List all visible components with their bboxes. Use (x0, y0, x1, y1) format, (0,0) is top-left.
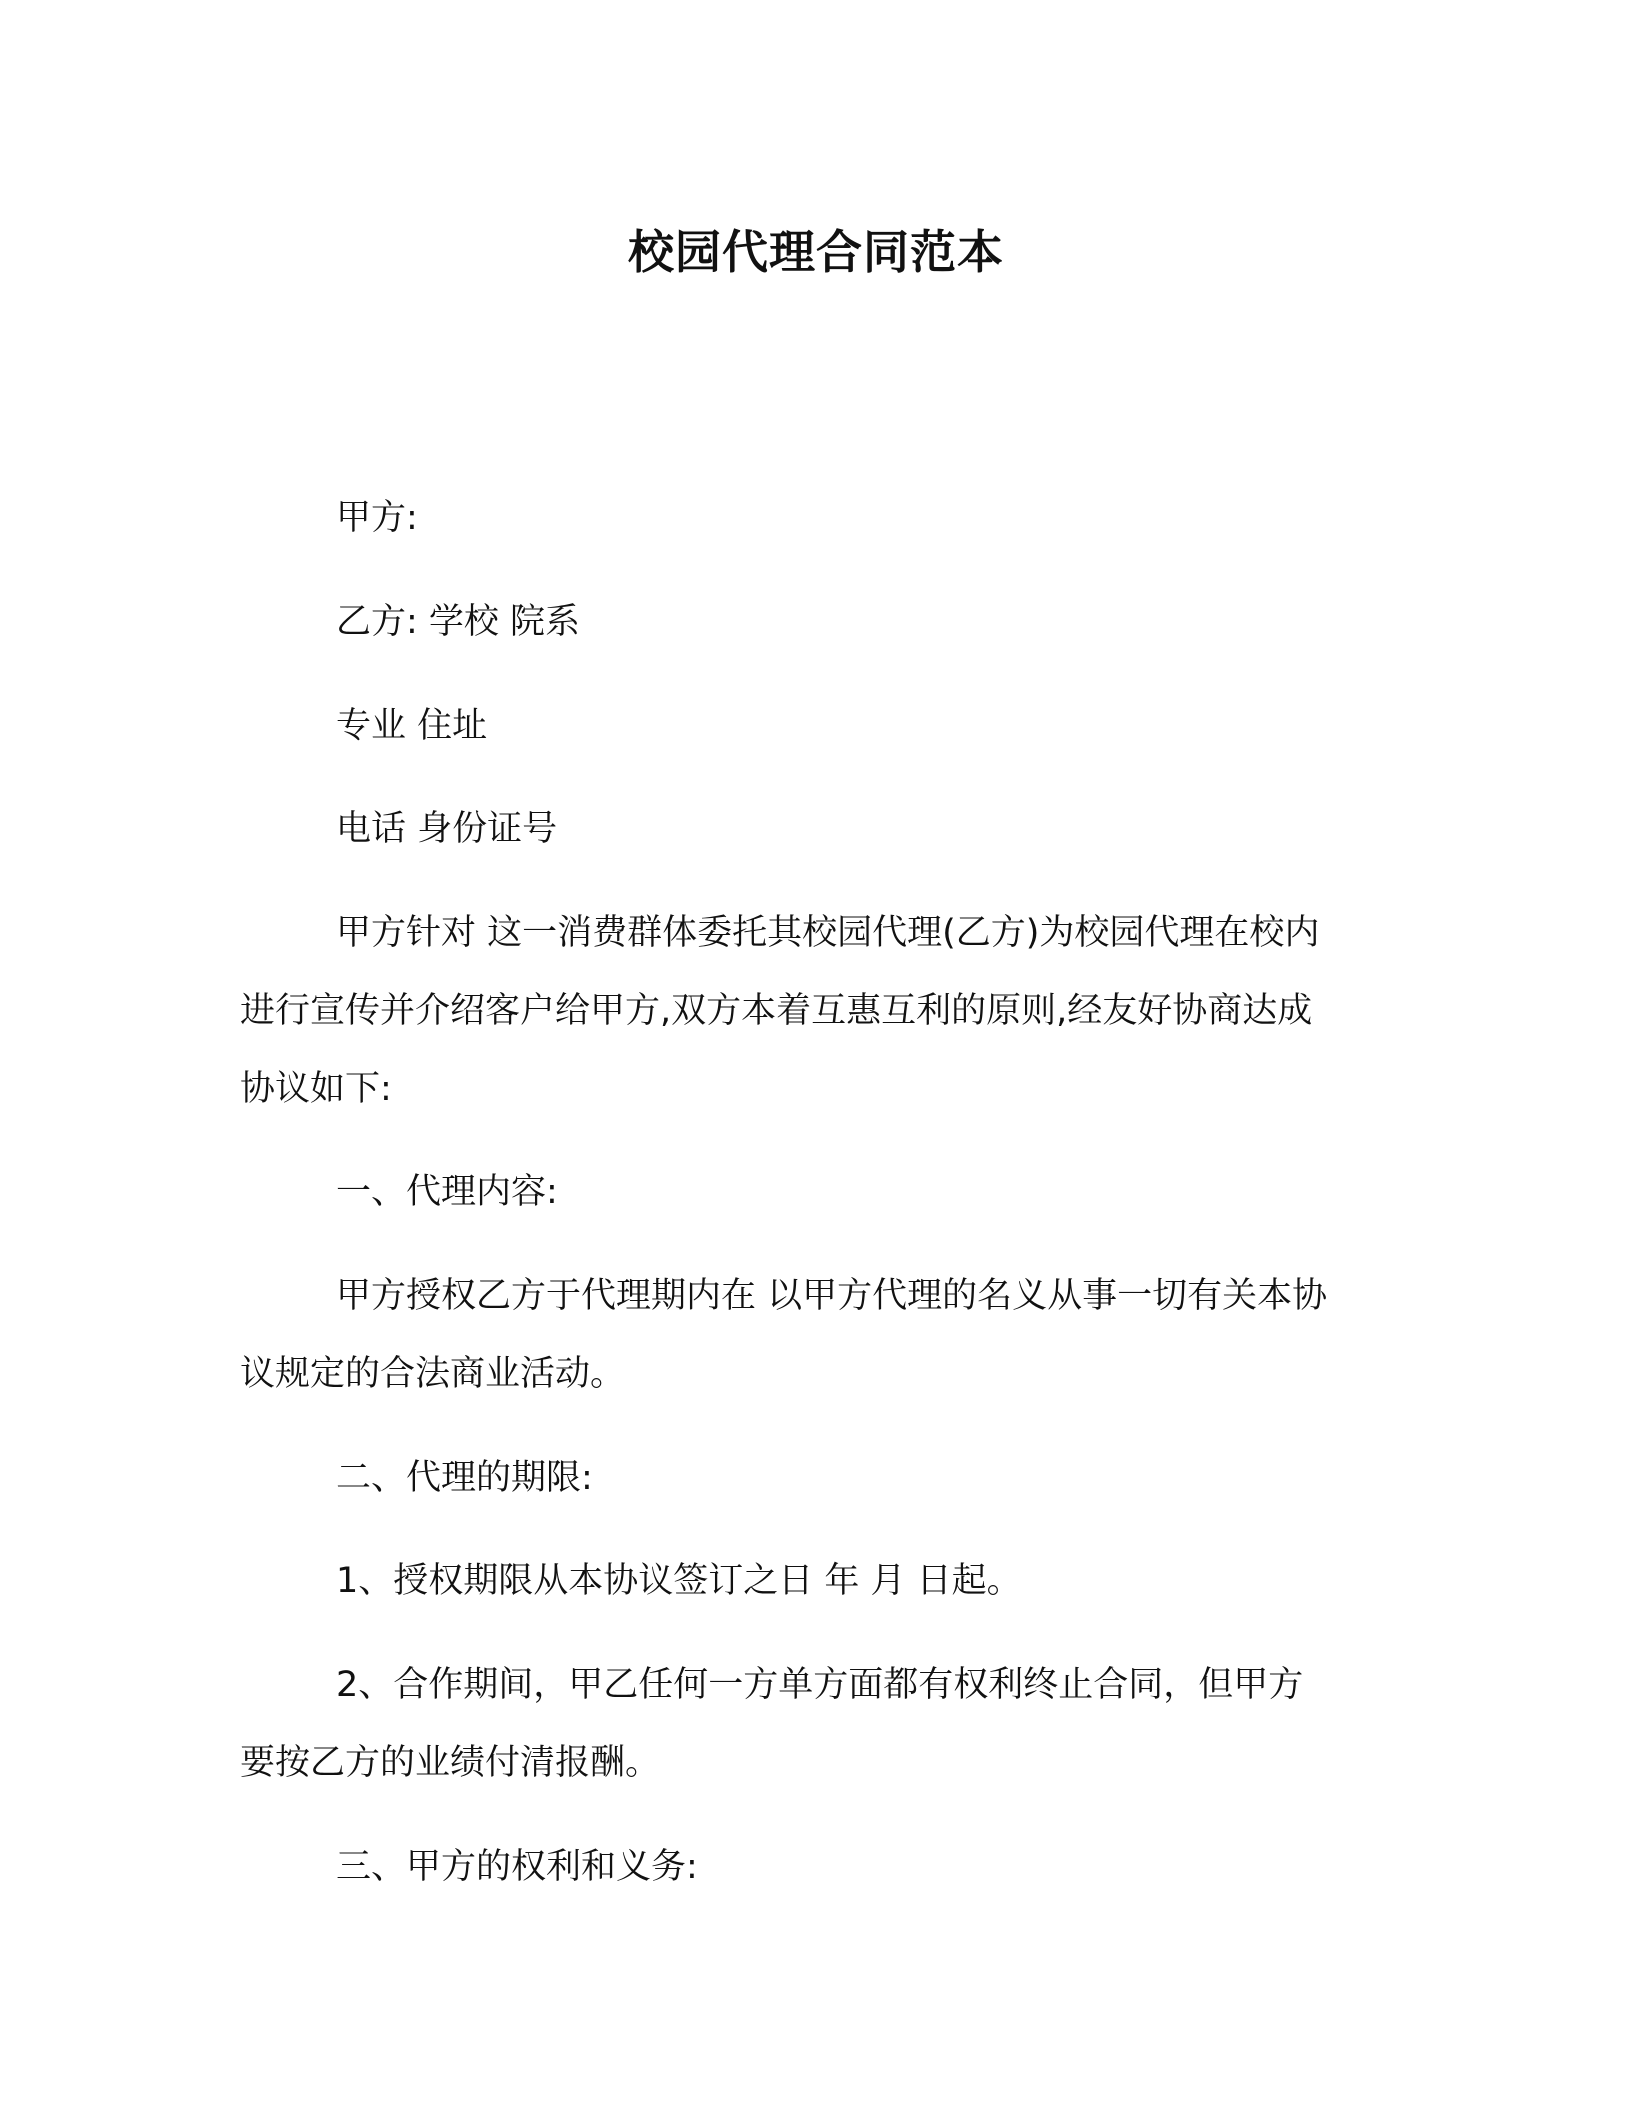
document-title: 校园代理合同范本 (628, 225, 1004, 279)
major-address-field: 专业 住址 (336, 706, 488, 746)
section-2-item-2 (240, 1659, 1390, 1815)
section-1-body (240, 1270, 1390, 1426)
section-3-heading: 三、甲方的权利和义务: (336, 1847, 698, 1887)
section-1-heading: 一、代理内容: (336, 1172, 558, 1212)
intro-paragraph (240, 907, 1390, 1141)
intro-line-1: 甲方针对 这一消费群体委托其校园代理(乙方)为校园代理在校内 (336, 913, 1320, 953)
intro-line-3: 协议如下: (240, 1069, 392, 1109)
party-a-field: 甲方: (336, 498, 418, 538)
section-2-heading: 二、代理的期限: (336, 1458, 593, 1498)
phone-id-field: 电话 身份证号 (336, 809, 558, 849)
section-2-item-2-line-1: 2、合作期间，甲乙任何一方单方面都有权利终止合同，但甲方 (336, 1665, 1304, 1705)
section-2-item-2-line-2: 要按乙方的业绩付清报酬。 (240, 1743, 661, 1783)
section-1-line-1: 甲方授权乙方于代理期内在 以甲方代理的名义从事一切有关本协 (336, 1276, 1328, 1316)
intro-line-2: 进行宣传并介绍客户给甲方,双方本着互惠互利的原则,经友好协商达成 (240, 991, 1313, 1031)
party-b-field: 乙方: 学校 院系 (336, 602, 581, 642)
section-1-line-2: 议规定的合法商业活动。 (240, 1354, 626, 1394)
section-2-item-1: 1、授权期限从本协议签订之日 年 月 日起。 (336, 1561, 1022, 1601)
